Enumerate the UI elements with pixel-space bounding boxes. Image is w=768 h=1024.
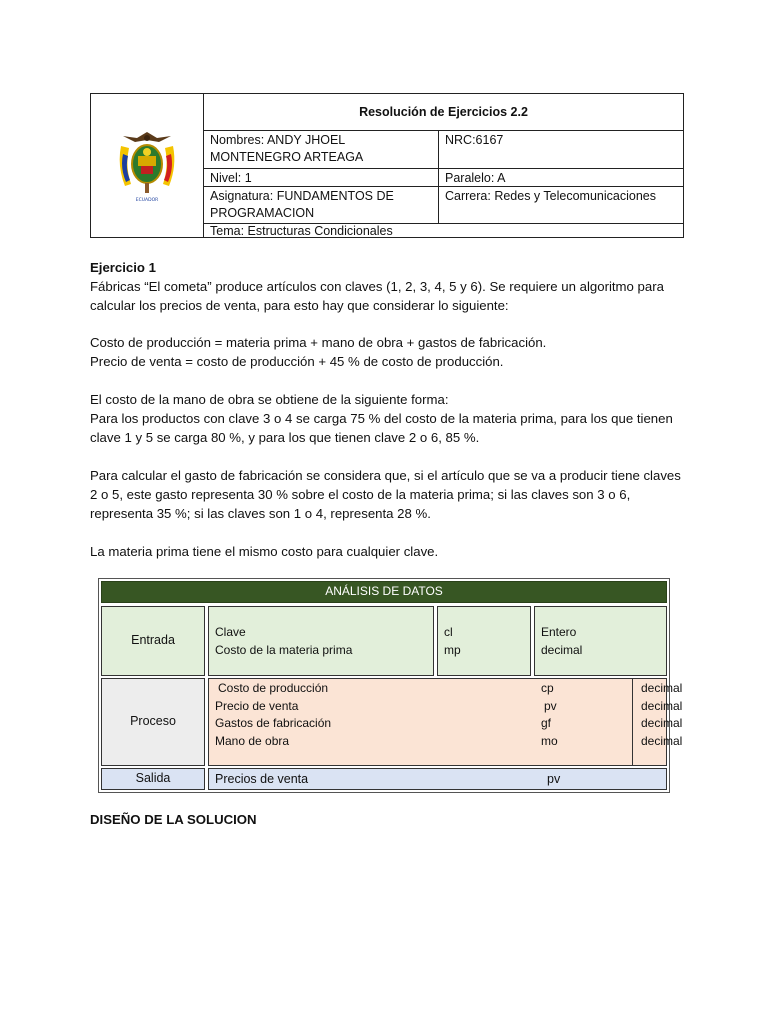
proceso-type: decimal <box>641 716 683 730</box>
entrada-var: Costo de la materia prima <box>215 642 353 657</box>
analysis-table <box>98 578 683 793</box>
proceso-divider <box>632 678 633 766</box>
paralelo-cell: Paralelo: A <box>445 171 506 185</box>
salida-id: pv <box>547 772 561 786</box>
formula-precio: Precio de venta = costo de producción + 45 % de costo de producción. <box>90 354 504 369</box>
gasto-detail: Para calcular el gasto de fabricación se considera que, si el artículo que se va a producir tiene claves 2 o 5, este gasto representa 30 % sobre el costo de la materia prima; si las claves son 3 o 6, representa 35 %; si las claves son 1 o 4, representa 28 %. <box>90 468 681 521</box>
entrada-label: Entrada <box>101 606 205 676</box>
entrada-id: cl <box>444 625 453 639</box>
header-row-nivel <box>204 169 683 187</box>
proceso-type: decimal <box>641 698 683 713</box>
formula-costo: Costo de producción = materia prima + mano de obra + gastos de fabricación. <box>90 335 547 350</box>
proceso-id: gf <box>541 716 552 730</box>
entrada-type: Entero <box>541 625 577 639</box>
nivel-cell: Nivel: 1 <box>204 169 439 186</box>
proceso-type: decimal <box>641 681 683 695</box>
carrera-cell: Carrera: Redes y Telecomunicaciones <box>445 189 656 203</box>
header-table <box>90 93 684 238</box>
formulas-block <box>90 333 690 371</box>
proceso-id: cp <box>541 681 554 695</box>
proceso-vars <box>215 680 435 750</box>
nombres-cell: Nombres: ANDY JHOEL MONTENEGRO ARTEAGA <box>204 131 439 168</box>
exercise-intro: Fábricas “El cometa” produce artículos con claves (1, 2, 3, 4, 5 y 6). Se requiere un algoritmo para calcular los precios de venta, para esto hay que considerar lo siguiente: <box>90 279 664 313</box>
asignatura-cell: Asignatura: FUNDAMENTOS DE PROGRAMACION <box>204 187 439 223</box>
proceso-var: Mano de obra <box>215 733 290 748</box>
gasto-block <box>90 466 690 523</box>
section-heading: DISEÑO DE LA SOLUCION <box>90 812 257 827</box>
entrada-id: mp <box>444 642 461 657</box>
tema-cell: Tema: Estructuras Condicionales <box>210 224 393 238</box>
proceso-body <box>208 678 683 766</box>
proceso-var: Gastos de fabricación <box>215 716 332 730</box>
entrada-types <box>534 606 667 676</box>
salida-label: Salida <box>101 768 205 790</box>
exercise-block <box>90 258 690 315</box>
proceso-id: mo <box>541 733 558 748</box>
ecuador-shield-icon <box>111 126 183 206</box>
proceso-label: Proceso <box>101 678 205 766</box>
analysis-title: ANÁLISIS DE DATOS <box>101 581 667 603</box>
entrada-type: decimal <box>541 642 583 657</box>
document-title: Resolución de Ejercicios 2.2 <box>204 94 683 131</box>
proceso-types <box>641 680 741 750</box>
proceso-var: Precio de venta <box>215 698 299 713</box>
entrada-ids <box>437 606 531 676</box>
materia-block <box>90 542 690 561</box>
entrada-var: Clave <box>215 625 246 639</box>
logo-caption: ECUADOR <box>135 197 159 203</box>
mano-obra-block <box>90 390 690 447</box>
salida-var: Precios de venta <box>215 772 309 786</box>
proceso-var: Costo de producción <box>218 681 329 695</box>
proceso-type: decimal <box>641 733 683 748</box>
mano-obra-intro: El costo de la mano de obra se obtiene de la siguiente forma: <box>90 392 449 407</box>
mano-obra-detail: Para los productos con clave 3 o 4 se carga 75 % del costo de la materia prima, para los que tienen clave 1 y 5 se carga 80 %, y para los que tienen clave 2 o 6, 85 %. <box>90 411 673 445</box>
salida-body <box>208 768 667 790</box>
header-row-nombres <box>204 131 683 169</box>
exercise-heading: Ejercicio 1 <box>90 260 156 275</box>
header-row-asignatura <box>204 187 683 224</box>
proceso-id: pv <box>544 698 557 713</box>
header-row-tema <box>204 224 683 238</box>
nrc-cell: NRC:6167 <box>445 133 504 147</box>
materia-detail: La materia prima tiene el mismo costo para cualquier clave. <box>90 544 439 559</box>
entrada-vars <box>208 606 434 676</box>
coat-of-arms-logo <box>91 94 204 237</box>
proceso-ids <box>541 680 601 750</box>
